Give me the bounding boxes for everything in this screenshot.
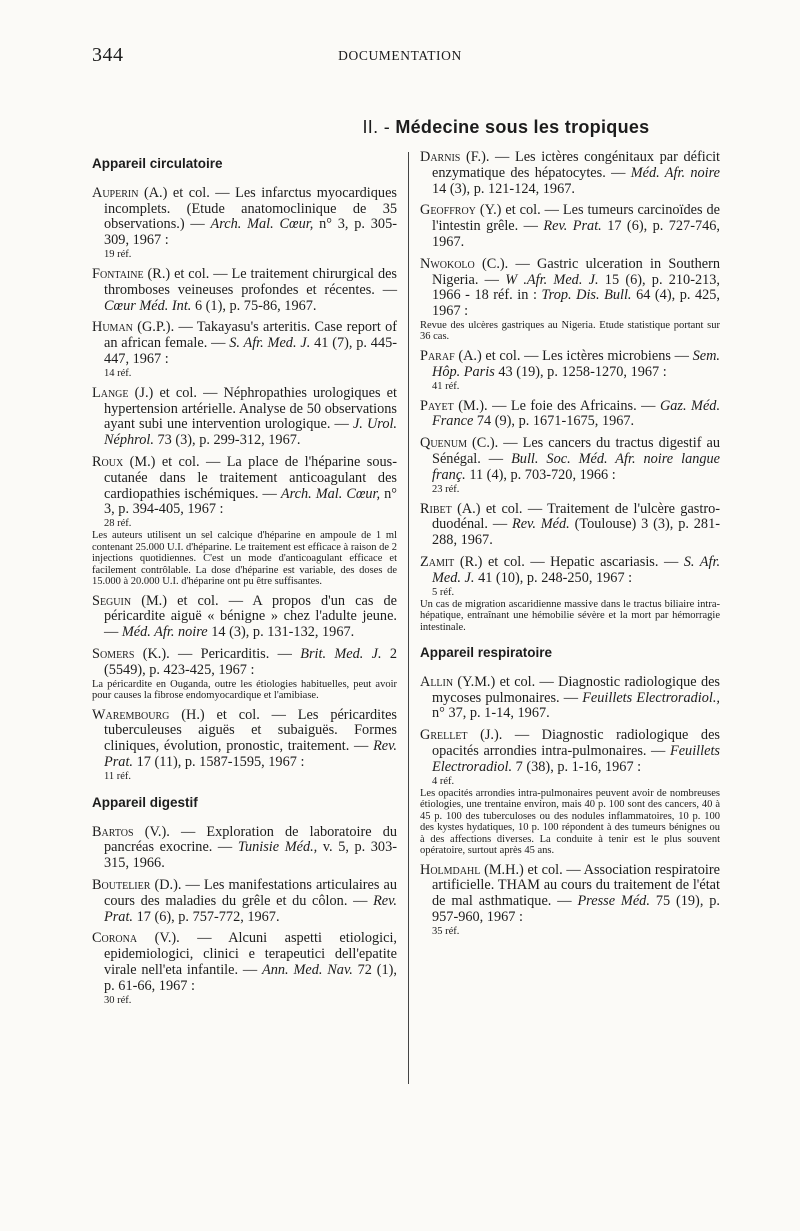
entry-citation: 14 (3), p. 121-124, 1967. [432, 180, 575, 197]
entry-journal: Gaz. Méd. France [432, 397, 721, 430]
bibliography-entry [420, 399, 720, 431]
entry-author: Bartos [92, 823, 134, 840]
entry-journal: Arch. Mal. Cœur, [280, 485, 381, 502]
entry-citation: 14 (3), p. 131-132, 1967. [211, 624, 355, 641]
entry-abstract: Les auteurs utilisent un sel calcique d'héparine en ampoule de 1 ml contenant 25.000 U.I. d'héparine. Le traitement est efficace à raison de 2 injections quotidiennes. C'est un mode d'anticoagulant efficace et facilement contrôlable. La dose d'héparine est variable, des doses de 15.000 à 20.000 U.I. d'héparine ont pu être suffisantes. [92, 530, 397, 588]
entry-journal: Ann. Med. Nav. [262, 961, 353, 978]
entry-citation: 7 (38), p. 1-16, 1967 : [515, 758, 642, 775]
section-heading: Appareil digestif [92, 794, 198, 810]
entry-abstract: Revue des ulcères gastriques au Nigeria. Etude statistique portant sur 36 cas. [420, 319, 720, 343]
entry-citation: n° 3, p. 394-405, 1967 : [104, 485, 398, 518]
entry-citation: 11 (4), p. 703-720, 1966 : [469, 466, 616, 483]
entry-title: (J.) et col. — Néphropathies urologiques et hypertension artérielle. Analyse de 50 observations ayant subi une intervention urologique. — [104, 384, 397, 433]
chapter-heading: Médecine sous les tropiques [395, 117, 650, 137]
column-divider [408, 152, 409, 1084]
entry-citation: 41 (10), p. 248-250, 1967 : [478, 569, 633, 586]
entry-citation: 17 (6), p. 727-746, 1967. [432, 218, 720, 250]
entry-citation: 72 (1), p. 61-66, 1967 : [104, 961, 397, 994]
entry-reference-count: 5 réf. [432, 586, 455, 598]
entry-author: Paraf [420, 347, 455, 364]
entry-title: (V.). — Exploration de laboratoire du pancréas exocrine. — [104, 823, 398, 856]
entry-journal: Rev. Prat. [543, 218, 602, 235]
entry-author: Quenum [420, 435, 467, 452]
bibliography-entry [92, 878, 397, 925]
entry-citation: 75 (19), p. 957-960, 1967 : [432, 893, 721, 925]
right-column [420, 150, 720, 944]
bibliography-entry [420, 203, 720, 250]
entry-journal: Rev. Méd. [511, 516, 570, 533]
entry-reference-count: 4 réf. [432, 775, 455, 787]
entry-citation: 17 (6), p. 757-772, 1967. [136, 908, 280, 925]
entry-journal: Feuillets Electroradiol., [582, 689, 720, 706]
entry-journal: Bull. Soc. Méd. Afr. noire langue franç. [432, 450, 721, 483]
entry-author: Fontaine [92, 265, 144, 282]
bibliography-entry [92, 267, 397, 314]
entry-reference-count: 41 réf. [432, 380, 460, 392]
entry-title: (C.). — Les cancers du tractus digestif au Sénégal. — [432, 435, 720, 467]
page-number: 344 [92, 44, 124, 66]
entry-author: Seguin [92, 592, 132, 609]
bibliography-entry [420, 555, 720, 633]
entry-journal: Sem. Hôp. Paris [432, 347, 721, 380]
bibliography-entry [92, 386, 397, 449]
entry-title: (Y.M.) et col. — Diagnostic radiologique des mycoses pulmonaires. — [432, 673, 720, 706]
entry-journal: Rev. Prat. [104, 738, 397, 771]
entry-journal: Rev. Prat. [104, 892, 397, 925]
entry-title: (A.) et col. — Les infarctus myocardiques incomplets. (Etude anatomoclinique de 35 observations.) — [104, 184, 397, 233]
entry-reference-count: 23 réf. [432, 483, 460, 495]
bibliography-entry [420, 728, 720, 856]
entry-journal: Presse Méd. [577, 893, 650, 910]
entry-author: Ribet [420, 500, 452, 517]
entry-journal: Méd. Afr. noire [630, 164, 720, 181]
bibliography-entry [92, 647, 397, 702]
entry-title: (A.) et col. — Traitement de l'ulcère gastro-duodénal. — [432, 500, 721, 533]
entry-author: Darnis [420, 149, 461, 165]
entry-title: (R.) et col. — Le traitement chirurgical des thromboses veineuses profondes et récentes. — [104, 265, 397, 298]
entry-reference-count: 11 réf. [104, 770, 132, 782]
entry-title: (H.) et col. — Les péricardites tuberculeuses aiguës et subaiguës. Formes cliniques, évolution, pronostic, traitement. — [104, 706, 397, 755]
entry-title: (G.P.). — Takayasu's arteritis. Case report of an african female. — [104, 319, 397, 352]
entry-author: Nwokolo [420, 255, 475, 272]
entry-journal-secondary: Trop. Dis. Bull. [541, 287, 632, 304]
entry-citation: 41 (7), p. 445-447, 1967 : [104, 335, 398, 367]
entry-citation: 17 (11), p. 1587-1595, 1967 : [136, 754, 305, 771]
bibliography-entry [92, 186, 397, 261]
entry-reference-count: 19 réf. [104, 248, 132, 260]
bibliography-entry [92, 931, 397, 1006]
entry-reference-count: 30 réf. [104, 994, 132, 1006]
entry-author: Geoffroy [420, 202, 476, 219]
entry-citation-secondary: 64 (4), p. 425, 1967 : [432, 287, 721, 320]
entry-journal: Feuillets Electroradiol. [432, 743, 720, 775]
entry-title: (K.). — Pericarditis. — [142, 646, 292, 663]
entry-title: (A.) et col. — Les ictères microbiens — [458, 347, 689, 364]
entry-citation: 74 (9), p. 1671-1675, 1967. [476, 413, 635, 430]
entry-journal: S. Afr. Med. J. [229, 335, 311, 352]
entry-title: (R.) et col. — Hepatic ascariasis. — [459, 553, 679, 570]
bibliography-entry [420, 349, 720, 393]
entry-journal: Cœur Méd. Int. [104, 297, 192, 314]
entry-author: Grellet [420, 727, 468, 744]
entry-title: (J.). — Diagnostic radiologique des opacités arrondies intra-pulmonaires. — [432, 727, 720, 760]
section-heading: Appareil respiratoire [420, 645, 553, 661]
entry-title: (D.). — Les manifestations articulaires au cours des maladies du grêle et du côlon. — [104, 877, 397, 909]
entry-abstract: Les opacités arrondies intra-pulmonaires peuvent avoir de nombreuses étiologies, une trentaine environ, mais 40 p. 100 sont des cancers, 40 à 45 p. 100 des tuberculoses ou des nodules inflammatoires, 10 p. 100 des kystes hydatiques, 10 p. 100 répondent à des tumeurs bénignes ou à des affections diverses. La conduite à tenir est le plus souvent opératoire, surtout après 45 ans. [420, 787, 720, 857]
bibliography-entry [92, 708, 397, 783]
entry-title: (M.) et col. — La place de l'héparine sous-cutanée dans le traitement anticoagulant des cardiopathies ischémiques. — [104, 453, 397, 502]
bibliography-entry [420, 150, 720, 197]
entry-citation: 73 (3), p. 299-312, 1967. [157, 432, 301, 449]
entry-title: (C.). — Gastric ulceration in Southern Nigeria. — [432, 255, 720, 288]
entry-title: (M.H.) et col. — Association respiratoire artificielle. THAM au cours du traitement de l'état de mal asthmatique. — [432, 861, 720, 910]
entry-citation: 15 (6), p. 210-213, 1966 - 18 réf. in : [432, 271, 720, 304]
entry-journal: J. Urol. Néphrol. [104, 416, 398, 449]
running-head: DOCUMENTATION [338, 48, 462, 63]
entry-journal: Brit. Med. J. [300, 646, 382, 663]
entry-reference-count: 28 réf. [104, 518, 132, 530]
chapter-number: II. - [362, 117, 390, 137]
entry-citation: 43 (19), p. 1258-1270, 1967 : [498, 363, 667, 380]
bibliography-entry [420, 675, 720, 722]
entry-citation: v. 5, p. 303-315, 1966. [104, 839, 397, 872]
entry-author: Roux [92, 453, 124, 470]
chapter-title [0, 117, 800, 138]
bibliography-entry [92, 594, 397, 641]
entry-author: Lange [92, 384, 129, 401]
entry-title: (F.). — Les ictères congénitaux par déficit enzymatique des hépatocytes. — [432, 149, 721, 181]
entry-citation: 2 (5549), p. 423-425, 1967 : [104, 646, 398, 678]
entry-author: Allin [420, 673, 454, 690]
entry-journal: Méd. Afr. noire [121, 624, 208, 641]
entry-citation: n° 37, p. 1-14, 1967. [432, 705, 550, 722]
bibliography-entry [420, 257, 720, 343]
bibliography-entry [92, 320, 397, 379]
entry-citation: n° 3, p. 305-309, 1967 : [104, 216, 397, 249]
entry-citation: 6 (1), p. 75-86, 1967. [194, 297, 317, 314]
entry-author: Human [92, 319, 133, 336]
entry-abstract: La péricardite en Ouganda, outre les étiologies habituelles, peut avoir pour causes la fibrose endomyocardique et l'amibiase. [92, 678, 397, 702]
entry-author: Warembourg [92, 706, 170, 723]
bibliography-entry [420, 502, 720, 549]
bibliography-entry [420, 863, 720, 938]
bibliography-entry [92, 825, 397, 872]
entry-abstract: Un cas de migration ascaridienne massive dans le tractus biliaire intra-hépatique, entraînant une hémobilie sévère et la mort par hémorragie intestinale. [420, 598, 720, 633]
entry-author: Zamit [420, 553, 455, 570]
entry-author: Payet [420, 397, 454, 414]
entry-journal: Tunisie Méd., [237, 839, 318, 856]
entry-title: (V.). — Alcuni aspetti etiologici, epidemiologici, clinici e terapeutici dell'epatite virale nell'eta infantile. — [104, 930, 398, 978]
entry-author: Corona [92, 930, 138, 947]
bibliography-entry [92, 455, 397, 588]
entry-title: (M.) et col. — A propos d'un cas de péricardite aiguë « bénigne » chez l'adulte jeune. — [104, 592, 397, 641]
entry-title: (Y.) et col. — Les tumeurs carcinoïdes de l'intestin grêle. — [432, 202, 721, 235]
bibliography-entry [420, 436, 720, 495]
left-column [92, 150, 397, 1013]
entry-journal: Arch. Mal. Cœur, [210, 216, 314, 233]
entry-journal: S. Afr. Med. J. [432, 553, 721, 586]
entry-author: Somers [92, 646, 135, 663]
entry-reference-count: 14 réf. [104, 367, 132, 379]
entry-author: Boutelier [92, 877, 151, 893]
section-heading: Appareil circulatoire [92, 156, 223, 171]
entry-author: Holmdahl [420, 861, 481, 878]
entry-journal: W .Afr. Med. J. [505, 271, 599, 288]
entry-title: (M.). — Le foie des Africains. — [458, 397, 656, 414]
entry-citation: (Toulouse) 3 (3), p. 281-288, 1967. [432, 516, 720, 549]
entry-author: Auperin [92, 184, 139, 201]
entry-reference-count: 35 réf. [432, 925, 460, 937]
